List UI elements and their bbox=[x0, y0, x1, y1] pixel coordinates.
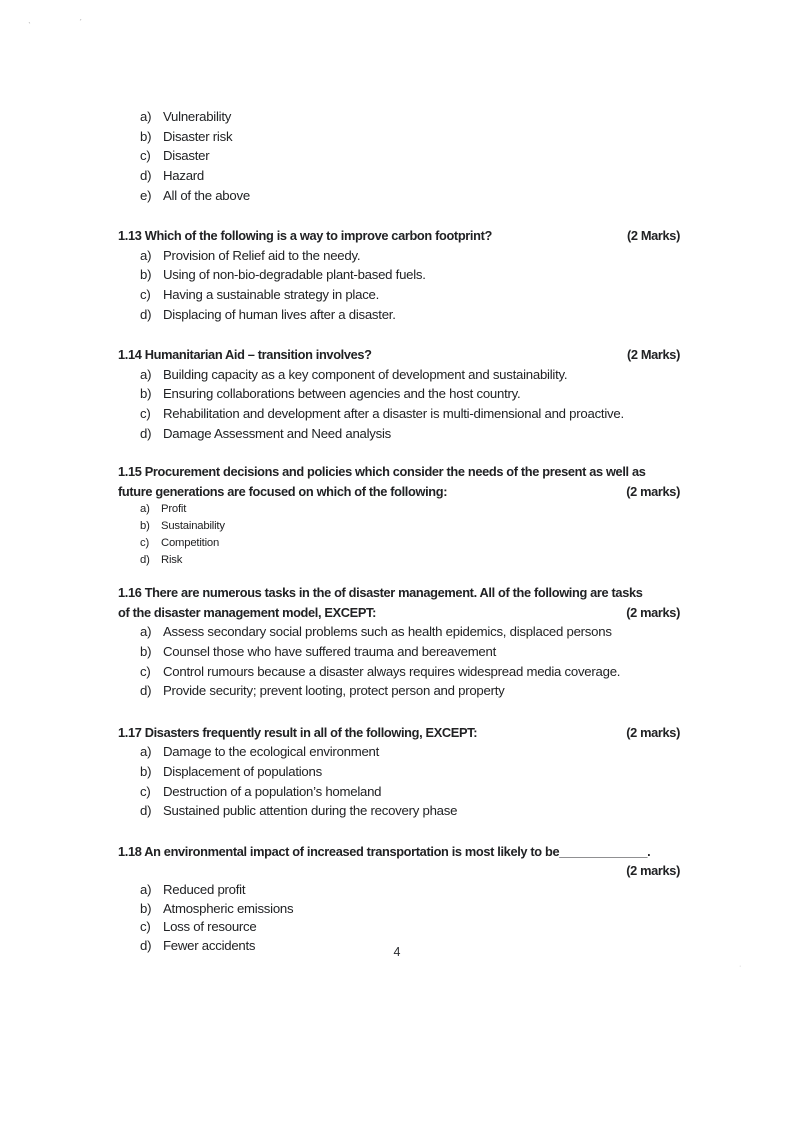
question-heading-line bbox=[118, 482, 680, 502]
question-heading bbox=[118, 345, 680, 365]
option-row bbox=[118, 782, 680, 802]
question-block bbox=[118, 462, 680, 569]
marks-label: (2 marks) bbox=[626, 604, 680, 620]
option-row bbox=[118, 404, 680, 424]
question-block bbox=[118, 345, 680, 444]
option-letter: c) bbox=[140, 148, 151, 164]
option-row bbox=[118, 662, 680, 682]
option-text: Hazard bbox=[163, 168, 205, 184]
option-letter: c) bbox=[140, 406, 151, 422]
question-block bbox=[118, 723, 680, 822]
scan-artifact: ˊ bbox=[79, 18, 82, 28]
option-row bbox=[118, 127, 680, 147]
option-row bbox=[118, 518, 680, 535]
question-heading bbox=[118, 583, 680, 622]
option-letter: c) bbox=[140, 783, 151, 799]
option-row bbox=[118, 285, 680, 305]
question-heading bbox=[118, 462, 680, 501]
question-heading-line bbox=[118, 603, 680, 623]
option-text: Rehabilitation and development after a disaster is multi-dimensional and proactive. bbox=[163, 406, 624, 422]
option-text: All of the above bbox=[163, 187, 250, 203]
option-letter: b) bbox=[140, 128, 152, 144]
option-letter: b) bbox=[140, 267, 152, 283]
option-letter: e) bbox=[140, 187, 152, 203]
question-heading-line bbox=[118, 583, 680, 603]
option-text: Displacement of populations bbox=[163, 764, 322, 780]
option-row bbox=[118, 501, 680, 518]
option-text: Destruction of a population’s homeland bbox=[163, 783, 382, 799]
option-row bbox=[118, 166, 680, 186]
option-text: Disaster risk bbox=[163, 128, 233, 144]
options-list bbox=[118, 365, 680, 444]
question-heading-line bbox=[118, 226, 680, 246]
option-row bbox=[118, 186, 680, 206]
page-number: 4 bbox=[393, 945, 401, 959]
option-row bbox=[118, 305, 680, 325]
option-row bbox=[118, 881, 680, 900]
option-letter: d) bbox=[140, 554, 150, 567]
option-letter: a) bbox=[140, 109, 152, 124]
question-text: 1.13 Which of the following is a way to improve carbon footprint? bbox=[118, 228, 492, 244]
option-row bbox=[118, 622, 680, 642]
option-letter: d) bbox=[140, 306, 152, 322]
option-text: Sustainability bbox=[161, 520, 225, 533]
question-text: future generations are focused on which of the following: bbox=[118, 483, 448, 499]
question-text: 1.15 Procurement decisions and policies which consider the needs of the present as well as bbox=[118, 464, 646, 480]
option-letter: b) bbox=[140, 764, 152, 780]
option-text: Damage to the ecological environment bbox=[163, 744, 380, 760]
option-letter: a) bbox=[140, 744, 152, 760]
options-list bbox=[118, 107, 680, 206]
question-text: 1.16 There are numerous tasks in the of disaster management. All of the following are tasks bbox=[118, 584, 643, 600]
option-text: Profit bbox=[161, 503, 187, 516]
option-letter: a) bbox=[140, 247, 152, 263]
option-row bbox=[118, 762, 680, 782]
option-letter: c) bbox=[140, 537, 150, 550]
option-row bbox=[118, 265, 680, 285]
option-letter: d) bbox=[140, 937, 152, 953]
option-letter: a) bbox=[140, 882, 152, 898]
option-row bbox=[118, 384, 680, 404]
option-row bbox=[118, 146, 680, 166]
option-text: Using of non-bio-degradable plant-based fuels. bbox=[163, 267, 426, 283]
option-text: Competition bbox=[161, 537, 220, 550]
question-text: of the disaster management model, EXCEPT: bbox=[118, 604, 377, 620]
question-text: 1.14 Humanitarian Aid – transition involves? bbox=[118, 347, 372, 363]
question-block bbox=[118, 583, 680, 701]
option-text: Risk bbox=[161, 554, 183, 567]
question-heading-line bbox=[118, 723, 680, 743]
options-list bbox=[118, 501, 680, 569]
option-text: Provision of Relief aid to the needy. bbox=[163, 247, 361, 263]
option-text: Assess secondary social problems such as health epidemics, displaced persons bbox=[163, 624, 612, 640]
option-letter: c) bbox=[140, 919, 151, 935]
option-text: Sustained public attention during the recovery phase bbox=[163, 803, 458, 819]
options-list bbox=[118, 622, 680, 701]
question-heading-line bbox=[118, 842, 680, 862]
option-text: Vulnerability bbox=[163, 109, 232, 124]
option-text: Building capacity as a key component of development and sustainability. bbox=[163, 366, 568, 382]
marks-label: (2 Marks) bbox=[626, 347, 680, 363]
question-block bbox=[118, 107, 680, 206]
options-list bbox=[118, 246, 680, 325]
option-text: Atmospheric emissions bbox=[163, 900, 294, 916]
option-row bbox=[118, 918, 680, 937]
option-text: Fewer accidents bbox=[163, 937, 256, 953]
question-heading bbox=[118, 842, 680, 881]
option-letter: d) bbox=[140, 425, 152, 441]
option-row bbox=[118, 107, 680, 127]
marks-label: (2 marks) bbox=[626, 724, 680, 740]
option-text: Ensuring collaborations between agencies and the host country. bbox=[163, 386, 521, 402]
option-row bbox=[118, 365, 680, 385]
option-row bbox=[118, 552, 680, 569]
option-letter: d) bbox=[140, 168, 152, 184]
option-letter: b) bbox=[140, 900, 152, 916]
question-heading bbox=[118, 226, 680, 246]
option-letter: a) bbox=[140, 503, 150, 516]
option-letter: d) bbox=[140, 683, 152, 699]
option-letter: b) bbox=[140, 520, 150, 533]
question-heading-line bbox=[118, 462, 680, 482]
option-row bbox=[118, 642, 680, 662]
option-text: Damage Assessment and Need analysis bbox=[163, 425, 392, 441]
option-letter: b) bbox=[140, 644, 152, 660]
option-text: Loss of resource bbox=[163, 919, 257, 935]
question-heading bbox=[118, 723, 680, 743]
scan-artifact: · bbox=[739, 963, 742, 970]
option-text: Having a sustainable strategy in place. bbox=[163, 287, 380, 303]
option-text: Counsel those who have suffered trauma and bereavement bbox=[163, 644, 497, 660]
option-text: Displacing of human lives after a disaster. bbox=[163, 306, 396, 322]
option-letter: d) bbox=[140, 803, 152, 819]
option-letter: c) bbox=[140, 663, 151, 679]
option-row bbox=[118, 246, 680, 266]
option-row bbox=[118, 535, 680, 552]
question-text: 1.17 Disasters frequently result in all of the following, EXCEPT: bbox=[118, 724, 478, 740]
option-letter: a) bbox=[140, 624, 152, 640]
option-row bbox=[118, 742, 680, 762]
option-row bbox=[118, 424, 680, 444]
scan-artifact: ˋ bbox=[28, 21, 31, 31]
option-letter: c) bbox=[140, 287, 151, 303]
option-letter: b) bbox=[140, 386, 152, 402]
questions-area bbox=[118, 107, 680, 955]
option-text: Disaster bbox=[163, 148, 210, 164]
option-row bbox=[118, 681, 680, 701]
marks-label: (2 marks) bbox=[626, 483, 680, 499]
option-text: Control rumours because a disaster always requires widespread media coverage. bbox=[163, 663, 621, 679]
option-row bbox=[118, 900, 680, 919]
question-text: 1.18 An environmental impact of increased transportation is most likely to be_____________. bbox=[118, 843, 651, 859]
option-row bbox=[118, 801, 680, 821]
options-list bbox=[118, 742, 680, 821]
marks-label: (2 Marks) bbox=[626, 228, 680, 244]
option-text: Provide security; prevent looting, protect person and property bbox=[163, 683, 505, 699]
question-heading-line bbox=[118, 861, 680, 881]
option-letter: a) bbox=[140, 366, 152, 382]
marks-label: (2 marks) bbox=[626, 863, 680, 879]
question-heading-line bbox=[118, 345, 680, 365]
question-block bbox=[118, 226, 680, 325]
option-text: Reduced profit bbox=[163, 882, 246, 898]
question-block bbox=[118, 842, 680, 956]
